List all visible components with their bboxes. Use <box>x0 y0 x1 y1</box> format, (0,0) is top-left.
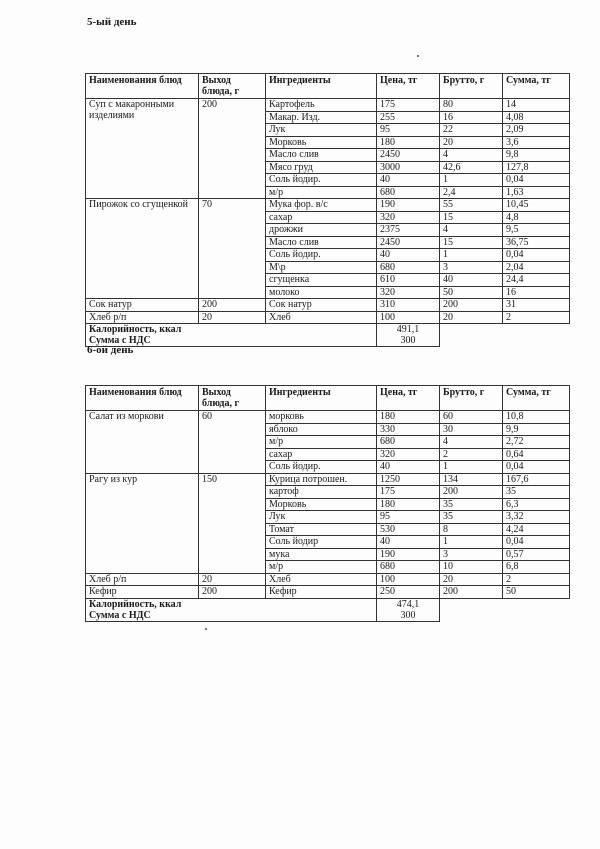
ingredient-name: Курица потрошен. <box>266 473 377 486</box>
ingredient-price: 320 <box>377 211 440 224</box>
ingredient-name: Соль йодир. <box>266 174 377 187</box>
ingredient-price: 190 <box>377 199 440 212</box>
ingredient-name: Соль йодир. <box>266 461 377 474</box>
table-row <box>86 573 570 586</box>
ingredient-gross: 3 <box>440 548 503 561</box>
ingredient-sum: 0,04 <box>503 174 570 187</box>
ingredient-sum: 24,4 <box>503 274 570 287</box>
ingredient-sum: 9,9 <box>503 423 570 436</box>
ingredient-sum: 16 <box>503 286 570 299</box>
ingredient-sum: 0,04 <box>503 461 570 474</box>
dish-name: Салат из моркови <box>86 411 199 474</box>
day6-title: 6-ой день <box>87 344 134 356</box>
ingredient-sum: 2 <box>503 311 570 324</box>
ingredient-name: яблоко <box>266 423 377 436</box>
column-header: Выход блюда, г <box>199 386 266 411</box>
table-row <box>86 199 570 212</box>
ingredient-name: м/р <box>266 186 377 199</box>
ingredient-name: морковь <box>266 411 377 424</box>
ingredient-sum: 0,04 <box>503 249 570 262</box>
ingredient-name: Кефир <box>266 586 377 599</box>
ingredient-sum: 10,8 <box>503 411 570 424</box>
column-header: Ингредиенты <box>266 386 377 411</box>
dish-name: Хлеб р/п <box>86 311 199 324</box>
ingredient-gross: 35 <box>440 511 503 524</box>
ingredient-name: Масло слив <box>266 149 377 162</box>
ingredient-price: 610 <box>377 274 440 287</box>
ingredient-price: 2450 <box>377 149 440 162</box>
ingredient-name: Хлеб <box>266 573 377 586</box>
ingredient-gross: 2 <box>440 448 503 461</box>
ingredient-sum: 3,32 <box>503 511 570 524</box>
ingredient-sum: 14 <box>503 99 570 112</box>
ingredient-price: 100 <box>377 573 440 586</box>
ingredient-name: дрожжи <box>266 224 377 237</box>
ingredient-price: 40 <box>377 461 440 474</box>
ingredient-gross: 1 <box>440 461 503 474</box>
ingredient-name: м/р <box>266 561 377 574</box>
ingredient-price: 175 <box>377 486 440 499</box>
ingredient-gross: 30 <box>440 423 503 436</box>
ingredient-price: 3000 <box>377 161 440 174</box>
ingredient-sum: 0,64 <box>503 448 570 461</box>
summary-row <box>86 598 570 621</box>
blank-cell <box>440 598 570 621</box>
ingredient-gross: 20 <box>440 573 503 586</box>
header-row <box>86 74 570 99</box>
ingredient-gross: 50 <box>440 286 503 299</box>
ingredient-price: 680 <box>377 261 440 274</box>
dish-yield: 150 <box>199 473 266 573</box>
ingredient-name: Макар. Изд. <box>266 111 377 124</box>
ingredient-sum: 0,57 <box>503 548 570 561</box>
day5-title: 5-ый день <box>87 16 137 28</box>
scan-speck <box>417 55 419 57</box>
table-row <box>86 299 570 312</box>
ingredient-price: 180 <box>377 136 440 149</box>
dish-name: Рагу из кур <box>86 473 199 573</box>
ingredient-price: 40 <box>377 536 440 549</box>
summary-values <box>377 598 440 621</box>
ingredient-sum: 36,75 <box>503 236 570 249</box>
blank-cell <box>440 324 570 347</box>
ingredient-price: 2450 <box>377 236 440 249</box>
ingredient-name: Хлеб <box>266 311 377 324</box>
dish-yield: 70 <box>199 199 266 299</box>
ingredient-sum: 0,04 <box>503 536 570 549</box>
ingredient-sum: 4,8 <box>503 211 570 224</box>
ingredient-gross: 22 <box>440 124 503 137</box>
ingredient-price: 310 <box>377 299 440 312</box>
ingredient-sum: 6,3 <box>503 498 570 511</box>
ingredient-price: 190 <box>377 548 440 561</box>
total-value: 300 <box>400 609 416 621</box>
ingredient-sum: 9,5 <box>503 224 570 237</box>
ingredient-name: сахар <box>266 448 377 461</box>
header-row <box>86 386 570 411</box>
column-header: Сумма, тг <box>503 386 570 411</box>
scan-speck <box>205 628 207 630</box>
ingredient-name: сахар <box>266 211 377 224</box>
ingredient-price: 175 <box>377 99 440 112</box>
ingredient-gross: 40 <box>440 274 503 287</box>
ingredient-name: Мясо груд <box>266 161 377 174</box>
total-label: Сумма с НДС <box>89 609 151 621</box>
ingredient-gross: 10 <box>440 561 503 574</box>
column-header: Цена, тг <box>377 74 440 99</box>
column-header: Выход блюда, г <box>199 74 266 99</box>
ingredient-gross: 200 <box>440 486 503 499</box>
dish-yield: 60 <box>199 411 266 474</box>
summary-values <box>377 324 440 347</box>
ingredient-price: 95 <box>377 511 440 524</box>
column-header: Цена, тг <box>377 386 440 411</box>
ingredient-price: 95 <box>377 124 440 137</box>
summary-labels <box>86 598 377 621</box>
ingredient-name: Морковь <box>266 136 377 149</box>
ingredient-gross: 15 <box>440 211 503 224</box>
dish-name: Хлеб р/п <box>86 573 199 586</box>
column-header: Наименования блюд <box>86 386 199 411</box>
ingredient-name: картоф <box>266 486 377 499</box>
ingredient-name: Томат <box>266 523 377 536</box>
ingredient-name: Морковь <box>266 498 377 511</box>
ingredient-gross: 4 <box>440 224 503 237</box>
calories-value: 491,1 <box>396 324 420 335</box>
ingredient-sum: 127,8 <box>503 161 570 174</box>
ingredient-price: 40 <box>377 174 440 187</box>
ingredient-sum: 2,72 <box>503 436 570 449</box>
ingredient-gross: 200 <box>440 586 503 599</box>
ingredient-gross: 1 <box>440 536 503 549</box>
table-row <box>86 99 570 112</box>
ingredient-gross: 60 <box>440 411 503 424</box>
ingredient-price: 40 <box>377 249 440 262</box>
ingredient-price: 680 <box>377 186 440 199</box>
ingredient-price: 100 <box>377 311 440 324</box>
ingredient-name: молоко <box>266 286 377 299</box>
ingredient-name: Лук <box>266 124 377 137</box>
ingredient-sum: 4,24 <box>503 523 570 536</box>
ingredient-name: Мука фор. в/с <box>266 199 377 212</box>
dish-name: Суп с макаронными изделиями <box>86 99 199 199</box>
dish-yield: 20 <box>199 311 266 324</box>
ingredient-sum: 4,08 <box>503 111 570 124</box>
table-row <box>86 411 570 424</box>
ingredient-name: Лук <box>266 511 377 524</box>
ingredient-name: сгущенка <box>266 274 377 287</box>
ingredient-name: Сок натур <box>266 299 377 312</box>
ingredient-price: 2375 <box>377 224 440 237</box>
ingredient-price: 680 <box>377 436 440 449</box>
ingredient-gross: 35 <box>440 498 503 511</box>
ingredient-gross: 4 <box>440 436 503 449</box>
ingredient-name: Масло слив <box>266 236 377 249</box>
ingredient-gross: 2,4 <box>440 186 503 199</box>
ingredient-price: 255 <box>377 111 440 124</box>
ingredient-price: 530 <box>377 523 440 536</box>
ingredient-sum: 1,63 <box>503 186 570 199</box>
ingredient-price: 1250 <box>377 473 440 486</box>
ingredient-sum: 2,04 <box>503 261 570 274</box>
ingredient-sum: 9,8 <box>503 149 570 162</box>
ingredient-gross: 1 <box>440 174 503 187</box>
ingredient-gross: 42,6 <box>440 161 503 174</box>
ingredient-sum: 2 <box>503 573 570 586</box>
summary-row <box>86 324 570 347</box>
dish-yield: 200 <box>199 586 266 599</box>
ingredient-price: 330 <box>377 423 440 436</box>
ingredient-gross: 80 <box>440 99 503 112</box>
ingredient-sum: 10,45 <box>503 199 570 212</box>
calories-value: 474,1 <box>396 598 420 610</box>
calories-label: Калорийность, ккал <box>89 324 182 335</box>
ingredient-name: М\р <box>266 261 377 274</box>
column-header: Ингредиенты <box>266 74 377 99</box>
dish-yield: 200 <box>199 99 266 199</box>
table-row <box>86 586 570 599</box>
ingredient-sum: 35 <box>503 486 570 499</box>
ingredient-gross: 1 <box>440 249 503 262</box>
dish-yield: 20 <box>199 573 266 586</box>
day5-menu-table <box>85 73 570 347</box>
ingredient-gross: 200 <box>440 299 503 312</box>
table-row <box>86 473 570 486</box>
ingredient-price: 250 <box>377 586 440 599</box>
ingredient-name: Соль йодир <box>266 536 377 549</box>
total-label: Сумма с НДС <box>89 335 151 346</box>
ingredient-sum: 6,8 <box>503 561 570 574</box>
ingredient-name: Картофель <box>266 99 377 112</box>
calories-label: Калорийность, ккал <box>89 598 182 610</box>
column-header: Сумма, тг <box>503 74 570 99</box>
ingredient-sum: 167,6 <box>503 473 570 486</box>
dish-name: Кефир <box>86 586 199 599</box>
ingredient-name: м/р <box>266 436 377 449</box>
dish-name: Сок натур <box>86 299 199 312</box>
ingredient-name: мука <box>266 548 377 561</box>
ingredient-gross: 134 <box>440 473 503 486</box>
ingredient-sum: 50 <box>503 586 570 599</box>
total-value: 300 <box>400 335 416 346</box>
ingredient-name: Соль йодир. <box>266 249 377 262</box>
table-row <box>86 311 570 324</box>
ingredient-price: 320 <box>377 286 440 299</box>
column-header: Брутто, г <box>440 74 503 99</box>
ingredient-gross: 3 <box>440 261 503 274</box>
dish-yield: 200 <box>199 299 266 312</box>
ingredient-sum: 31 <box>503 299 570 312</box>
column-header: Брутто, г <box>440 386 503 411</box>
ingredient-gross: 20 <box>440 136 503 149</box>
ingredient-gross: 8 <box>440 523 503 536</box>
ingredient-gross: 4 <box>440 149 503 162</box>
ingredient-price: 320 <box>377 448 440 461</box>
ingredient-sum: 2,09 <box>503 124 570 137</box>
ingredient-gross: 20 <box>440 311 503 324</box>
ingredient-gross: 55 <box>440 199 503 212</box>
ingredient-price: 180 <box>377 411 440 424</box>
ingredient-gross: 15 <box>440 236 503 249</box>
column-header: Наименования блюд <box>86 74 199 99</box>
ingredient-price: 680 <box>377 561 440 574</box>
ingredient-price: 180 <box>377 498 440 511</box>
ingredient-sum: 3,6 <box>503 136 570 149</box>
day6-menu-table <box>85 385 570 622</box>
ingredient-gross: 16 <box>440 111 503 124</box>
dish-name: Пирожок со сгущенкой <box>86 199 199 299</box>
